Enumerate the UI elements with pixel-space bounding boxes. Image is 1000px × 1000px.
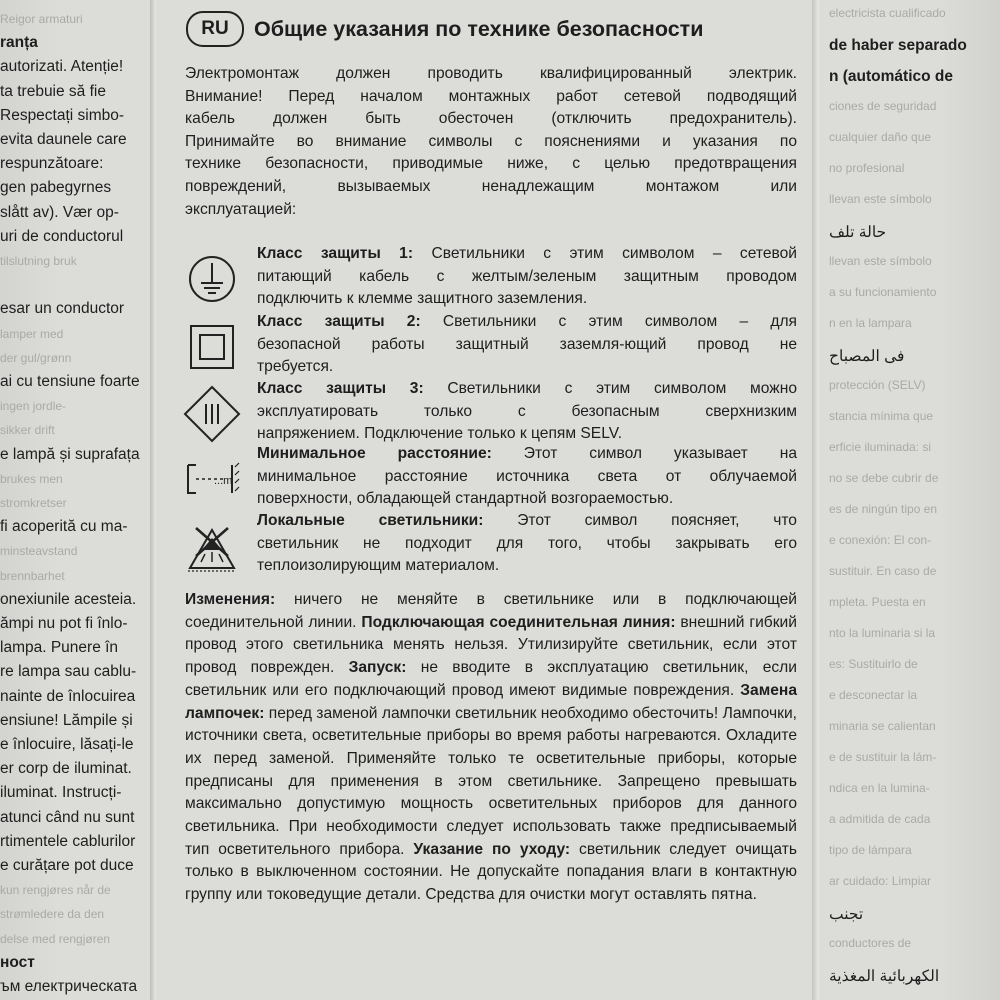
side-text-line: iluminat. Instrucți- bbox=[0, 784, 122, 802]
symbol-title: Класс защиты 2: bbox=[257, 313, 421, 330]
protection-class-1-icon bbox=[182, 249, 242, 309]
side-text-line: ranța bbox=[0, 34, 38, 52]
side-text-line: nto la luminaria si la bbox=[829, 626, 936, 640]
side-text-line: ност bbox=[0, 953, 35, 971]
symbol-title: Локальные светильники: bbox=[257, 512, 484, 529]
side-text-line: erficie iluminada: si bbox=[829, 440, 932, 454]
notes-paragraph bbox=[185, 589, 797, 907]
side-text-line: nainte de înlocuirea bbox=[0, 687, 136, 705]
side-text-line: rtimentele cablurilor bbox=[0, 832, 136, 850]
notes-heading: Запуск: bbox=[348, 659, 407, 677]
side-text-line: tipo de lámpara bbox=[829, 843, 912, 857]
section-header bbox=[186, 12, 703, 46]
side-text-line: conductores de bbox=[829, 936, 912, 950]
side-text-line: autorizati. Atenție! bbox=[0, 58, 124, 76]
page-fold-left bbox=[150, 0, 156, 1000]
page-fold-right bbox=[812, 0, 819, 1000]
intro-line: технике безопасности, приводимые ниже, с целью предотвращения bbox=[185, 155, 797, 173]
side-text-line: lamper med bbox=[0, 326, 64, 341]
side-text-line: es de ningún tipo en bbox=[829, 502, 938, 516]
side-text-line: تجنب bbox=[829, 906, 864, 923]
side-text-line: ar cuidado: Limpiar bbox=[829, 874, 932, 888]
side-text-line: respunzătoare: bbox=[0, 155, 104, 173]
symbol-title: Минимальное расстояние: bbox=[257, 445, 492, 462]
symbol-title: Класс защиты 3: bbox=[257, 380, 424, 397]
side-text-line: ъм електрическата bbox=[0, 978, 138, 995]
side-text-line: mpleta. Puesta en bbox=[829, 595, 926, 609]
side-text-line: e lampă și suprafața bbox=[0, 445, 140, 463]
side-text-line: de haber separado bbox=[829, 37, 967, 54]
side-text-line: no se debe cubrir de bbox=[829, 471, 939, 485]
symbol-line: подключить к клемме защитного заземления. bbox=[257, 290, 588, 308]
symbol-line: минимальное расстояние источника света от облучаемой bbox=[257, 467, 797, 485]
side-text-line: kun rengjøres når de bbox=[0, 883, 111, 898]
notes-heading: Замена лампочек: bbox=[185, 681, 797, 722]
side-text-line: minaria se calientan bbox=[829, 719, 936, 733]
side-text-line: atunci când nu sunt bbox=[0, 808, 135, 826]
side-text-line: strømledere da den bbox=[0, 907, 105, 922]
side-text-line: sikker drift bbox=[0, 423, 55, 438]
side-text-line: الكهربائية المغذية bbox=[829, 968, 940, 985]
side-text-line: delse med rengjøren bbox=[0, 931, 111, 946]
intro-line: Электромонтаж должен проводить квалифицированный электрик. bbox=[185, 65, 797, 82]
side-text-line: uri de conductorul bbox=[0, 227, 124, 245]
side-text-line: e de sustituir la lám- bbox=[829, 750, 937, 764]
side-text-line: fi acoperită cu ma- bbox=[0, 518, 128, 536]
side-text-line: evita daunele care bbox=[0, 131, 127, 148]
side-text-line: ingen jordle- bbox=[0, 399, 67, 414]
protection-class-3-icon bbox=[182, 384, 242, 444]
side-text-line: brukes men bbox=[0, 471, 63, 486]
side-text-line: stancia mínima que bbox=[829, 409, 934, 423]
symbol-description: Светильники с этим символом – для bbox=[420, 313, 798, 330]
left-column-romanian-text bbox=[0, 0, 152, 1000]
symbol-description: Этот символ указывает на bbox=[491, 445, 797, 462]
side-text-line: brennbarhet bbox=[0, 568, 65, 583]
notes-text: не вводите в эксплуатацию светильник, если светильник или его подключающий провод имеют видимые повреждения. bbox=[185, 659, 797, 699]
side-text-line: der gul/grønn bbox=[0, 350, 72, 365]
side-text-line: فى المصباح bbox=[829, 348, 905, 365]
side-text-line: e desconectar la bbox=[829, 688, 918, 702]
side-text-line: esar un conductor bbox=[0, 300, 125, 318]
symbol-line bbox=[257, 311, 797, 334]
symbol-line bbox=[257, 378, 797, 401]
symbol-description: Этот символ поясняет, что bbox=[483, 512, 797, 529]
side-text-line: cualquier daño que bbox=[829, 130, 932, 144]
symbol-line bbox=[257, 443, 797, 466]
intro-line: Принимайте во внимание символы с пояснениями и указания по bbox=[185, 132, 797, 150]
side-text-line: a su funcionamiento bbox=[829, 285, 937, 299]
side-text-line: Respectați simbo- bbox=[0, 106, 125, 124]
side-text-line: n en la lampara bbox=[829, 316, 912, 330]
symbol-description: Светильники с этим символом – сетевой bbox=[413, 245, 798, 262]
intro-paragraph bbox=[185, 63, 797, 221]
side-text-line: Reigor armaturi bbox=[0, 12, 83, 26]
notes-text: внешний гибкий провод этого светильника менять нельзя. Утилизируйте светильник, если этот провод поврежден. bbox=[185, 613, 797, 677]
right-column-spanish-arabic-text bbox=[819, 0, 1000, 1000]
symbol-description: Светильники с этим символом можно bbox=[423, 380, 797, 397]
symbol-title: Класс защиты 1: bbox=[257, 245, 414, 262]
side-text-line: a admitida de cada bbox=[829, 812, 931, 826]
language-badge: RU bbox=[186, 11, 244, 47]
notes-text: перед заменой лампочки светильник необходимо обесточить! Лампочки, источники света, осветительные приборы во время работы нагреваются. Охладите их перед заменой. Применяйте только те осветительные приборы, которые предписаны для применения в этом светильнике. Запрещено превышать максимально допустимую мощность осветительных приборов для данного светильника. При необходимости следует использовать также предписываемый тип осветительного прибора. bbox=[185, 704, 797, 858]
section-title: Общие указания по технике безопасности bbox=[254, 16, 704, 41]
side-text-line: ta trebuie să fie bbox=[0, 82, 106, 100]
symbol-line: теплоизолирующим материалом. bbox=[257, 557, 500, 575]
side-text-line: minsteavstand bbox=[0, 544, 78, 559]
icon-label: ...m bbox=[214, 475, 233, 487]
intro-line: повреждений, вызываемых ненадлежащим монтажом или bbox=[185, 177, 797, 195]
notes-text: светильник следует очищать только в выключенном состоянии. Не допускайте попадания влаги в контактную группу или токоведущие детали. Средства для очистки могут оставлять пятна. bbox=[185, 840, 797, 904]
symbol-line bbox=[257, 243, 797, 266]
symbol-line: эксплуатировать только с безопасным сверхнизким bbox=[257, 402, 797, 420]
symbol-line: светильник не подходит для того, чтобы закрывать его bbox=[257, 534, 797, 552]
side-text-line: ciones de seguridad bbox=[829, 99, 937, 113]
symbol-line: требуется. bbox=[257, 358, 334, 376]
side-text-line: electricista cualificado bbox=[829, 6, 946, 20]
side-text-line: e înlocuire, lăsați-le bbox=[0, 736, 134, 753]
minimum-distance-icon bbox=[182, 449, 242, 509]
symbol-line: питающий кабель с желтым/зеленым защитным проводом bbox=[257, 267, 797, 285]
side-text-line: slått av). Vær op- bbox=[0, 203, 119, 221]
side-text-line: حالة تلف bbox=[829, 224, 887, 241]
side-text-line: llevan este símbolo bbox=[829, 254, 932, 268]
side-text-line: lampa. Punere în bbox=[0, 639, 119, 657]
side-text-line: llevan este símbolo bbox=[829, 192, 932, 206]
intro-line: эксплуатацией: bbox=[185, 200, 297, 218]
notes-heading: Подключающая соединительная линия: bbox=[361, 613, 676, 631]
side-text-line: n (automático de bbox=[829, 68, 954, 85]
side-text-line: no profesional bbox=[829, 161, 905, 175]
symbol-line: напряжением. Подключение только к цепям SELV. bbox=[257, 425, 623, 443]
symbol-line bbox=[257, 510, 797, 533]
notes-heading: Указание по уходу: bbox=[413, 840, 571, 858]
side-text-line: tilslutning bruk bbox=[0, 254, 77, 268]
side-text-line: ămpi nu pot fi înlo- bbox=[0, 615, 128, 632]
side-text-line: ndica en la lumina- bbox=[829, 781, 930, 795]
side-text-line: er corp de iluminat. bbox=[0, 760, 132, 778]
symbol-line: поверхности, обладающей стандартной возгораемостью. bbox=[257, 490, 674, 508]
notes-heading: Изменения: bbox=[185, 591, 276, 608]
side-text-line: onexiunile acesteia. bbox=[0, 590, 137, 608]
side-text-line: protección (SELV) bbox=[829, 378, 926, 392]
local-luminaire-icon bbox=[182, 516, 242, 576]
side-text-line: gen pabegyrnes bbox=[0, 179, 112, 197]
side-text-line: sustituir. En caso de bbox=[829, 564, 937, 578]
side-text-line: e conexión: El con- bbox=[829, 533, 932, 547]
side-text-line: re lampa sau cablu- bbox=[0, 663, 137, 681]
side-text-line: ensiune! Lămpile și bbox=[0, 711, 133, 729]
russian-safety-section bbox=[180, 0, 802, 1000]
side-text-line: e curățare pot duce bbox=[0, 857, 134, 874]
intro-line: Внимание! Перед началом монтажных работ сетевой подводящий bbox=[185, 87, 797, 105]
side-text-line: stromkretser bbox=[0, 496, 67, 510]
side-text-line: es: Sustituirlo de bbox=[829, 657, 918, 671]
protection-class-2-icon bbox=[182, 317, 242, 377]
side-text-line: ai cu tensiune foarte bbox=[0, 373, 140, 390]
intro-line: кабель должен быть обесточен (отключить предохранитель). bbox=[185, 110, 797, 128]
symbol-line: безопасной работы защитный заземля-ющий провод не bbox=[257, 335, 797, 353]
notes-text: ничего не меняйте в светильнике или в подключающей соединительной линии. bbox=[185, 591, 797, 631]
